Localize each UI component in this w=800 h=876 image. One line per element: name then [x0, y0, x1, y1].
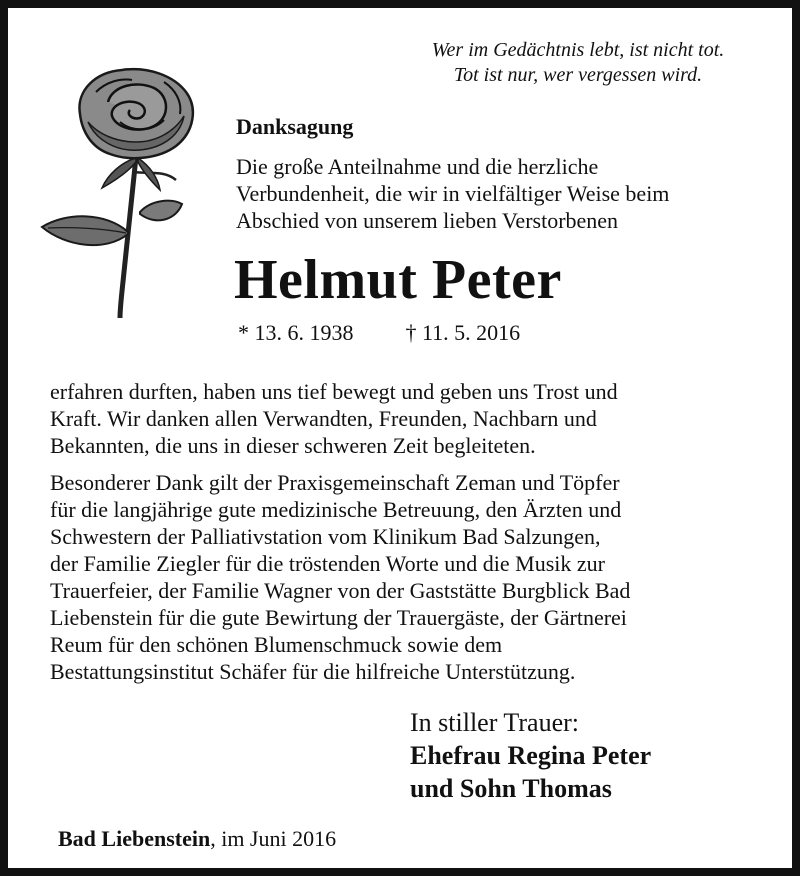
intro-text: [236, 153, 776, 234]
paragraph-1: [50, 378, 770, 459]
signature-block: [410, 706, 651, 805]
death-date: † 11. 5. 2016: [405, 320, 521, 345]
paragraph-line: Kraft. Wir danken allen Verwandten, Freunden, Nachbarn und: [50, 406, 597, 431]
birth-date: * 13. 6. 1938: [238, 320, 354, 345]
deceased-name: Helmut Peter: [234, 249, 562, 311]
signature-line-2: und Sohn Thomas: [410, 774, 612, 803]
paragraph-line: erfahren durften, haben uns tief bewegt und geben uns Trost und: [50, 379, 618, 404]
paragraph-line: Besonderer Dank gilt der Praxisgemeinschaft Zeman und Töpfer: [50, 470, 620, 495]
intro-line: Die große Anteilnahme und die herzliche: [236, 154, 599, 179]
signature-lead: In stiller Trauer:: [410, 708, 579, 737]
place-date-footer: [58, 826, 336, 852]
paragraph-line: Bekannten, die uns in dieser schweren Zeit begleiteten.: [50, 433, 536, 458]
body-text: [50, 378, 770, 685]
signature-line-1: Ehefrau Regina Peter: [410, 741, 652, 770]
quote-line-1: Wer im Gedächtnis lebt, ist nicht tot.: [431, 39, 725, 61]
intro-line: Abschied von unserem lieben Verstorbenen: [236, 208, 619, 233]
epigraph-quote: [388, 38, 768, 88]
paragraph-line: Liebenstein für die gute Bewirtung der Trauergäste, der Gärtnerei: [50, 605, 627, 630]
intro-line: Verbundenheit, die wir in vielfältiger Weise beim: [236, 181, 670, 206]
rose-icon: [36, 62, 216, 322]
paragraph-line: Bestattungsinstitut Schäfer für die hilfreiche Unterstützung.: [50, 659, 576, 684]
life-dates: [238, 320, 520, 346]
footer-place: Bad Liebenstein: [58, 826, 211, 851]
paragraph-line: der Familie Ziegler für die tröstenden Worte und die Musik zur: [50, 551, 606, 576]
paragraph-line: Trauerfeier, der Familie Wagner von der Gaststätte Burgblick Bad: [50, 578, 631, 603]
quote-line-2: Tot ist nur, wer vergessen wird.: [453, 64, 703, 86]
paragraph-line: für die langjährige gute medizinische Betreuung, den Ärzten und: [50, 497, 622, 522]
footer-date: , im Juni 2016: [210, 826, 337, 851]
paragraph-2: [50, 469, 770, 685]
paragraph-line: Schwestern der Palliativstation vom Klinikum Bad Salzungen,: [50, 524, 601, 549]
paragraph-line: Reum für den schönen Blumenschmuck sowie dem: [50, 632, 503, 657]
heading-danksagung: Danksagung: [236, 114, 354, 139]
